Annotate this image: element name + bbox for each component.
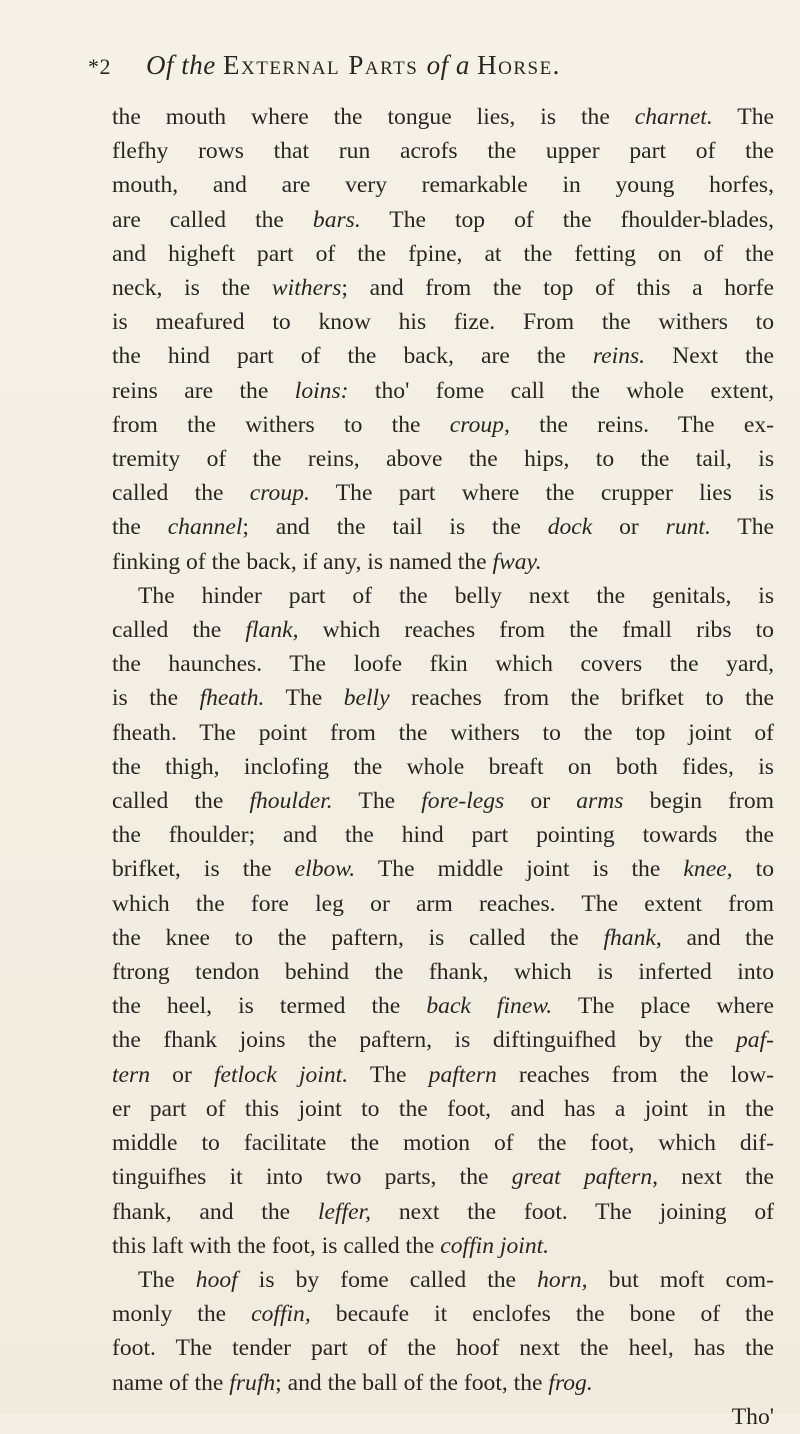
text-run: the (112, 514, 168, 541)
text-run: foot. The tender part of the hoof next the heel, has the (112, 1335, 774, 1362)
text-run: Tho' (731, 1403, 774, 1430)
italic-term: arms (576, 788, 624, 815)
text-run: begin from (623, 788, 775, 815)
text-run: which the fore leg or arm reaches. The extent from (112, 890, 774, 917)
text-run: is meafured to know his fize. From the withers to (112, 309, 774, 336)
italic-term: coffin joint. (440, 1232, 550, 1259)
italic-term: reins. (592, 343, 646, 370)
italic-term: fhoulder. (249, 788, 333, 815)
text-line (112, 305, 774, 339)
italic-term: belly (343, 685, 390, 712)
italic-term: flank, (245, 617, 299, 644)
italic-term: fetlock joint. (213, 1061, 349, 1088)
text-run: the mouth where the tongue lies, is the (112, 104, 635, 130)
text-line (112, 921, 774, 955)
text-line (112, 1058, 774, 1092)
italic-term: horn, (537, 1266, 588, 1293)
text-run: tho' fome call the whole extent, (348, 377, 775, 404)
text-line (112, 1023, 774, 1057)
italic-term: hoof (195, 1266, 238, 1293)
text-run: fhank, and the (112, 1198, 318, 1225)
text-run: is by fome called the (237, 1266, 538, 1293)
text-run: The (138, 1266, 196, 1293)
text-run: the heel, is termed the (112, 993, 427, 1020)
text-run: The part where the crupper lies is (309, 480, 774, 507)
text-run: called the (112, 788, 250, 815)
text-line (112, 579, 774, 613)
text-run: The (348, 1061, 429, 1088)
text-run: ; and the ball of the foot, the (275, 1369, 549, 1396)
italic-term: fhank (603, 924, 656, 951)
text-run: or (592, 514, 666, 541)
text-line (112, 1195, 774, 1229)
italic-term: fway. (492, 548, 542, 575)
text-run: reins are the (112, 377, 295, 404)
italic-term: croup. (249, 480, 310, 507)
text-run: from the withers to the (112, 411, 450, 438)
title-part-of-the: Of the (146, 50, 223, 80)
italic-term: dock (547, 514, 593, 541)
text-run: flefhy rows that run acrofs the upper part of the (112, 138, 774, 165)
text-line (112, 716, 774, 750)
text-run: becaufe it enclofes the bone of the (310, 1301, 774, 1328)
text-line (112, 1331, 774, 1365)
italic-term: loins: (294, 377, 349, 404)
title-part-of-a: of a (426, 50, 478, 80)
text-line (112, 339, 774, 373)
text-run: the thigh, inclofing the whole breaft on both fides, is (112, 753, 774, 780)
text-run: middle to facilitate the motion of the foot, which dif- (112, 1130, 774, 1157)
italic-term: channel (167, 514, 243, 541)
text-run: The (332, 788, 422, 815)
text-line (112, 1366, 774, 1400)
text-run: which reaches from the fmall ribs to (298, 617, 774, 644)
text-line (112, 134, 774, 168)
text-line (112, 100, 774, 134)
text-run: fheath. The point from the withers to the top joint of (112, 719, 774, 746)
text-line (112, 1126, 774, 1160)
text-line (112, 613, 774, 647)
text-run: The (264, 685, 344, 712)
text-run: monly the (112, 1301, 252, 1328)
italic-term: elbow. (294, 856, 356, 883)
text-run: reaches from the low- (496, 1061, 774, 1088)
text-line (112, 168, 774, 202)
italic-term: runt. (665, 514, 711, 541)
text-run: but moft com- (587, 1266, 774, 1293)
text-line (112, 1160, 774, 1194)
text-run: Next the (645, 343, 774, 370)
text-run: neck, is the (112, 275, 272, 302)
text-line (112, 271, 774, 305)
text-line (112, 203, 774, 237)
text-line (112, 818, 774, 852)
italic-term: charnet. (634, 104, 713, 130)
text-run: ; and the tail is the (242, 514, 548, 541)
title-part-horse: Horse. (477, 50, 561, 80)
text-run: The (710, 514, 774, 541)
text-run: the haunches. The loofe fkin which covers the yard, (112, 651, 774, 678)
text-run: the fhank joins the paftern, is diftinguifhed by the (112, 1027, 736, 1054)
text-run: tremity of the reins, above the hips, to the tail, is (112, 446, 774, 473)
text-line (112, 545, 774, 579)
text-line (112, 476, 774, 510)
text-run: The top of the fhoulder-blades, (360, 206, 774, 233)
text-line (112, 408, 774, 442)
italic-term: great paftern, (511, 1164, 659, 1191)
text-run: finking of the back, if any, is named the (112, 548, 493, 575)
text-line (112, 1229, 774, 1263)
text-run: the reins. The ex- (509, 411, 775, 438)
text-line (112, 1297, 774, 1331)
text-run: this laft with the foot, is called the (112, 1232, 441, 1259)
text-run: ftrong tendon behind the fhank, which is inferted into (112, 959, 774, 986)
italic-term: leffer, (317, 1198, 372, 1225)
italic-term: bars. (312, 206, 361, 233)
text-run: called the (112, 480, 250, 507)
italic-term: paftern (428, 1061, 497, 1088)
italic-term: knee, (683, 856, 733, 883)
text-run: are called the (112, 206, 313, 233)
text-run: , and the (655, 924, 774, 951)
page-number: *2 (88, 54, 111, 79)
text-line (112, 852, 774, 886)
text-run: reaches from the brifket to the (389, 685, 774, 712)
text-run: The hinder part of the belly next the genitals, is (138, 582, 774, 609)
text-line (112, 1092, 774, 1126)
text-run: to (732, 856, 775, 883)
text-run: The (712, 104, 774, 130)
italic-term: croup, (449, 411, 510, 438)
text-line (112, 374, 774, 408)
text-run: called the (112, 617, 246, 644)
italic-term: withers (271, 275, 342, 302)
italic-term: frog. (548, 1369, 593, 1396)
text-run: next the foot. The joining of (371, 1198, 774, 1225)
italic-term: fore-legs (421, 788, 505, 815)
text-run: the hind part of the back, are the (112, 343, 593, 370)
italic-term: paf- (735, 1027, 774, 1054)
text-line (112, 989, 774, 1023)
text-run: mouth, and are very remarkable in young horfes, (112, 172, 774, 199)
body-text (112, 100, 774, 1434)
text-run: name of the (112, 1369, 230, 1396)
running-title (146, 50, 561, 81)
text-run: The middle joint is the (355, 856, 684, 883)
text-run: the fhoulder; and the hind part pointing towards the (112, 822, 774, 849)
text-run: is the (112, 685, 200, 712)
text-line (112, 955, 774, 989)
italic-term: fheath. (199, 685, 265, 712)
text-run: brifket, is the (112, 856, 295, 883)
text-run: the knee to the paftern, is called the (112, 924, 604, 951)
text-line (112, 442, 774, 476)
text-line (112, 647, 774, 681)
text-line (112, 237, 774, 271)
text-run: or (150, 1061, 214, 1088)
text-run: next the (658, 1164, 774, 1191)
text-line (112, 510, 774, 544)
italic-term: back finew. (426, 993, 553, 1020)
title-part-external-parts: External Parts (223, 50, 427, 80)
text-line (112, 681, 774, 715)
text-line (112, 750, 774, 784)
text-run: er part of this joint to the foot, and has a joint in the (112, 1095, 774, 1122)
text-run: and higheft part of the fpine, at the fetting on of the (112, 240, 774, 267)
italic-term: tern (112, 1061, 151, 1088)
text-run: ; and from the top of this a horfe (341, 275, 774, 302)
text-run: tinguifhes it into two parts, the (112, 1164, 512, 1191)
text-line (112, 784, 774, 818)
text-line (112, 1400, 774, 1434)
text-run: or (504, 788, 577, 815)
italic-term: coffin, (251, 1301, 311, 1328)
italic-term: frufh (229, 1369, 276, 1396)
text-run: The place where (552, 993, 775, 1020)
text-line (112, 887, 774, 921)
running-header (88, 50, 770, 90)
text-line (112, 1263, 774, 1297)
